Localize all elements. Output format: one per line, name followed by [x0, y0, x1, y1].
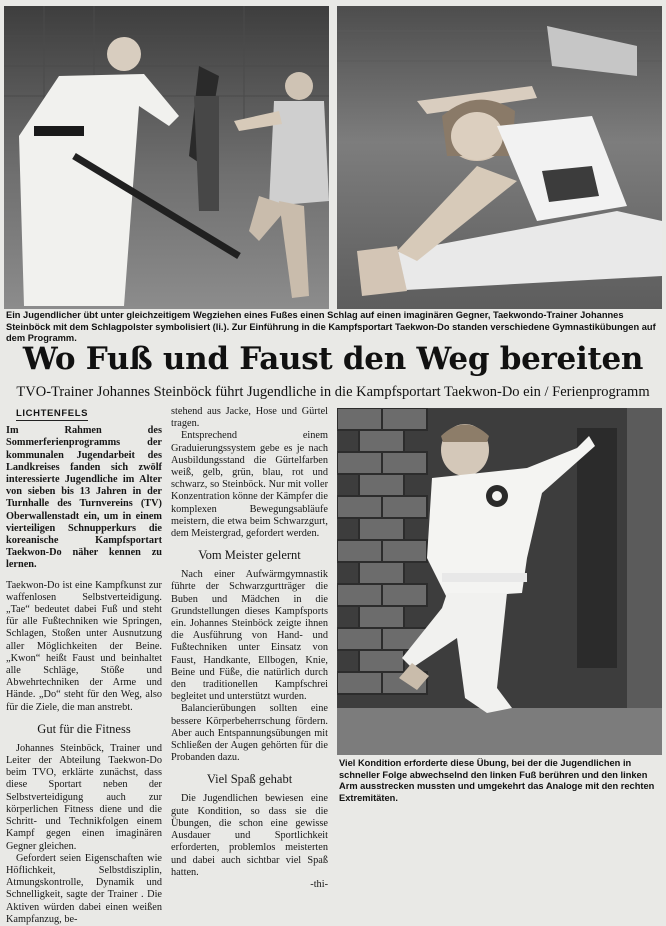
body-paragraph: Gefordert seien Eigenschaften wie Höflichkeit, Selbstdisziplin, Atmungskontrolle, Dynamik und Schnelligkeit, sagte der Trainer . Die Aktiven würden dabei einen weißen Kampfanzug, be-: [6, 852, 162, 925]
article-headline: Wo Fuß und Faust den Weg bereiten: [22, 341, 644, 377]
article-column-2: [171, 406, 328, 891]
body-paragraph: Die Jugendlichen bewiesen eine gute Kondition, so dass sie die Übungen, die schon eine gewisse Ausdauer und Sportlichkeit erforderten, problemlos meisterten und dabei auch sichtbar viel Spaß hatten.: [171, 793, 328, 878]
photo-caption-top: Ein Jugendlicher übt unter gleichzeitigem Wegziehen eines Fußes einen Schlag auf einen imaginären Gegner, Taekwondo-Trainer Johannes Steinböck mit dem Schlagpolster symbolisiert (li.). Zur Einführung in die Kampfsportart Taekwon-Do standen verschiedene Gymnastikübungen auf dem Programm.: [6, 310, 656, 343]
body-paragraph: Johannes Steinböck, Trainer und Leiter der Abteilung Taekwon-Do beim TVO, erklärte zunächst, dass diese Sportart neben der Selbstverteidigung auch zur körperlichen Fitness diene und die Schritt- und Technikfolgen einem Kampf gegen einen imaginären Gegner gleichen.: [6, 742, 162, 852]
author-sign: -thi-: [310, 878, 328, 890]
body-paragraph: Entsprechend einem Graduierungssystem gebe es je nach Ausbildungsstand die Gürtelfarben weiß, gelb, grün, blau, rot und schwarz, so Steinböck. Nur mit voller Konzentration könne der Kämpfer die komplexen Bewegungsabläufe meistern, die etwa beim Schwarzgurt, dem Meistergrad, gefordert werden.: [171, 430, 328, 540]
body-paragraph: stehend aus Jacke, Hose und Gürtel tragen.: [171, 406, 328, 430]
section-subhead: Vom Meister gelernt: [198, 548, 301, 563]
photo-caption-bottom: Viel Kondition erforderte diese Übung, bei der die Jugendlichen in schneller Folge abwechselnd den linken Fuß berühren und den linken Arm ausstrecken mussten und umgekehrt das Analoge mit den rechten Extremitäten.: [339, 758, 655, 803]
dateline: LICHTENFELS: [16, 408, 88, 421]
section-subhead: Viel Spaß gehabt: [206, 772, 293, 787]
body-paragraph: Taekwon-Do ist eine Kampfkunst zur waffenlosen Selbstverteidigung. „Tae“ bedeutet dabei Fuß und steht für alle Fußtechniken wie Springen, Schlagen, Stoßen unter Ausnutzung aller Möglichkeiten der Beine. „Kwon“ heißt Faust und beinhaltet alle Schläge, Stöße und Abwehrtechniken der Arme und Hände. „Do“ steht für den Weg, also für die Ziele, die man anstrebt.: [6, 579, 162, 713]
photo-boy-kicking: [337, 408, 662, 755]
lead-paragraph: Im Rahmen des Sommerferienprogramms der kommunalen Jugendarbeit des Landkreises fanden sich zwölf interessierte Jugendliche im Alter von sieben bis 13 Jahren in der Turnhalle des Turnvereins (TV) Oberwallenstadt ein, um in einem vierteiligen Schnupperkurs die koreanische Kampfsportart Taekwon-Do näher kennen zu lernen.: [6, 425, 162, 571]
photo-girl-stretching: [337, 6, 662, 309]
body-paragraph: Balancierübungen sollten eine bessere Körperbeherrschung fördern. Aber auch Entspannungsübungen mit Schließen der Augen gehörten für die Probanden dazu.: [171, 703, 328, 764]
article-subheadline: TVO-Trainer Johannes Steinböck führt Jugendliche in die Kampfsportart Taekwon-Do ein / Ferienprogramm: [16, 384, 650, 400]
body-paragraph: Nach einer Aufwärmgymnastik führte der Schwarzgurtträger die Buben und Mädchen in die Grundstellungen dieses Kampfsports ein. Johannes Steinböck zeigte ihnen die Ausführung von Hand- und Fußtechniken unter Einsatz von Faust, Handkante, Ellbogen, Knie, Beine und Füße, die natürlich durch den traditionellen Kampfschrei begleitet und unterstützt wurden.: [171, 569, 328, 703]
photo-trainer-with-pad: [4, 6, 329, 309]
section-subhead: Gut für die Fitness: [37, 721, 131, 736]
article-column-1: [6, 406, 162, 926]
